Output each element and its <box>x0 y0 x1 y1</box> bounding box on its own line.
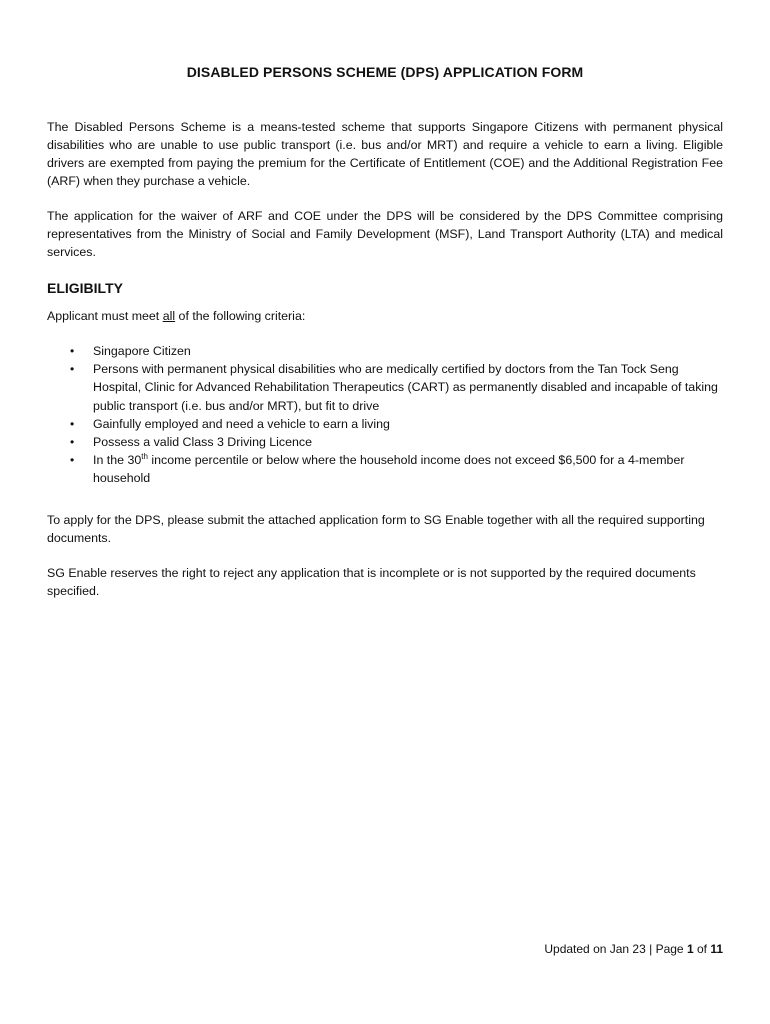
list-item <box>47 415 727 433</box>
bullet-icon: • <box>70 362 75 377</box>
reject-paragraph <box>47 564 723 600</box>
total-pages: 11 <box>710 942 723 956</box>
page-title: DISABLED PERSONS SCHEME (DPS) APPLICATION FORM <box>186 64 584 80</box>
eligibility-heading: ELIGIBILTY <box>47 280 123 296</box>
page-word: Page <box>655 942 687 956</box>
criterion-text: Possess a valid Class 3 Driving Licence <box>93 435 312 450</box>
list-item <box>47 342 727 360</box>
page-number: 1 <box>686 942 694 956</box>
eligibility-intro <box>47 307 305 325</box>
committee-paragraph-text: The application for the waiver of ARF and COE under the DPS will be considered by the DPS Committee comprising representatives from the Ministry of Social and Family Development (MSF), Land Transport Authority (LTA) and medical services. <box>47 209 723 259</box>
eligibility-criteria-list <box>47 342 727 488</box>
bullet-icon: • <box>70 435 75 450</box>
updated-date: Updated on Jan 23 <box>544 942 646 956</box>
list-item <box>47 433 727 451</box>
apply-paragraph <box>47 511 723 547</box>
bullet-icon: • <box>70 416 75 431</box>
footer-separator: | <box>645 942 656 956</box>
of-word: of <box>693 942 711 956</box>
criterion-text <box>93 453 684 485</box>
eligibility-intro-before: Applicant must meet <box>47 309 163 323</box>
criterion-text: Persons with permanent physical disabilities who are medically certified by doctors from the Tan Tock Seng Hospital, Clinic for Advanced Rehabilitation Therapeutics (CART) as permanently disabled and incapable of taking public transport (i.e. bus and/or MRT), but fit to drive <box>93 362 718 413</box>
eligibility-intro-emphasis: all <box>162 309 176 323</box>
criterion-text-before: In the 30 <box>93 453 142 468</box>
criterion-text-after: income percentile or below where the household income does not exceed $6,500 for a 4-member household <box>93 453 685 486</box>
intro-paragraph <box>47 118 723 190</box>
list-item <box>47 451 727 487</box>
eligibility-intro-after: of the following criteria: <box>175 309 306 323</box>
intro-paragraph-text: The Disabled Persons Scheme is a means-tested scheme that supports Singapore Citizens with permanent physical disabilities who are unable to use public transport (i.e. bus and/or MRT) and require a vehicle to earn a living. Eligible drivers are exempted from paying the premium for the Certificate of Entitlement (COE) and the Additional Registration Fee (ARF) when they purchase a vehicle. <box>47 120 723 188</box>
criterion-text: Singapore Citizen <box>93 344 191 358</box>
criterion-text: Gainfully employed and need a vehicle to earn a living <box>93 416 390 431</box>
bullet-icon: • <box>70 344 75 358</box>
page-footer <box>544 942 723 956</box>
bullet-icon: • <box>70 453 75 468</box>
reject-paragraph-text: SG Enable reserves the right to reject any application that is incomplete or is not supported by the required documents specified. <box>47 566 696 598</box>
committee-paragraph <box>47 207 723 261</box>
apply-paragraph-text: To apply for the DPS, please submit the attached application form to SG Enable together with all the required supporting documents. <box>47 513 705 545</box>
ordinal-suffix: th <box>141 452 148 462</box>
list-item <box>47 360 727 415</box>
